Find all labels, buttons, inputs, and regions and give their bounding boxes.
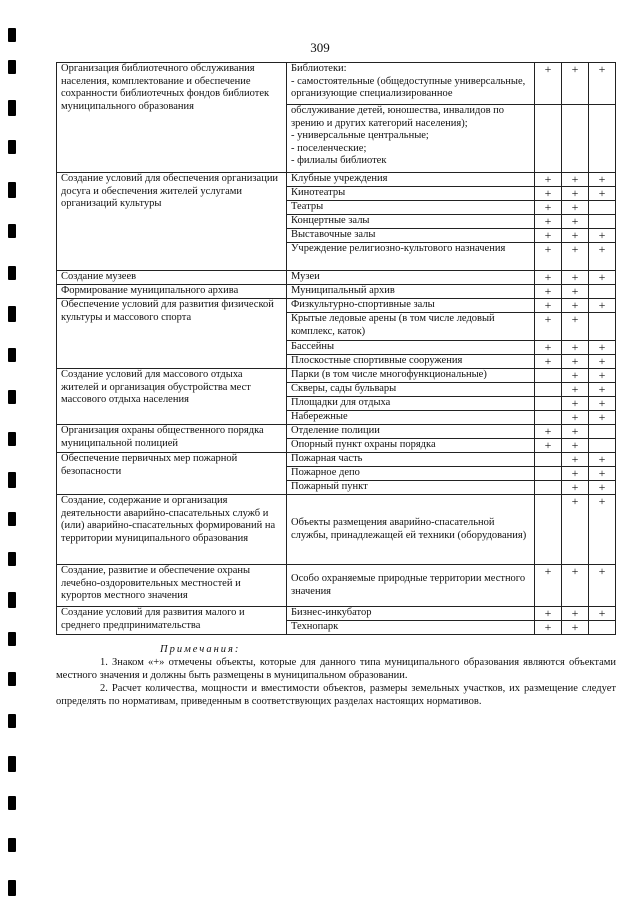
table-row [57,607,616,621]
table-row [57,299,616,313]
object-cell: Театры [287,201,535,215]
mark-cell: + [562,383,589,397]
function-cell: Создание условий для развития малого и среднего предпринимательства [57,607,287,635]
mark-cell: + [562,397,589,411]
mark-cell [535,453,562,467]
mark-cell: + [535,229,562,243]
object-cell: Отделение полиции [287,425,535,439]
function-cell: Обеспечение первичных мер пожарной безопасности [57,453,287,495]
mark-cell: + [589,369,616,383]
mark-cell: + [562,425,589,439]
mark-cell: + [535,341,562,355]
mark-cell: + [589,243,616,271]
mark-cell: + [535,201,562,215]
table-row [57,271,616,285]
mark-cell [589,201,616,215]
notes-section [56,643,616,708]
note-1: 1. Знаком «+» отмечены объекты, которые для данного типа муниципального образования являются объектами местного значения и должны быть размещены в муниципальном образовании. [56,657,616,681]
mark-cell: + [562,453,589,467]
table-row [57,565,616,607]
mark-cell: + [562,607,589,621]
mark-cell: + [589,397,616,411]
mark-cell: + [562,369,589,383]
object-cell: Площадки для отдыха [287,397,535,411]
object-cell: Бизнес-инкубатор [287,607,535,621]
function-cell: Создание условий для обеспечения организации досуга и обеспечения жителей услугами организаций культуры [57,173,287,271]
mark-cell: + [562,481,589,495]
object-cell: Набережные [287,411,535,425]
mark-cell [589,215,616,229]
object-cell: Опорный пункт охраны порядка [287,439,535,453]
mark-cell: + [562,201,589,215]
mark-cell [589,425,616,439]
object-cell: Крытые ледовые арены (в том числе ледовый комплекс, каток) [287,313,535,341]
table-row [57,495,616,565]
notes-title: Примечания: [160,644,241,655]
mark-cell: + [589,187,616,201]
mark-cell: + [562,63,589,105]
mark-cell [535,467,562,481]
mark-cell [589,285,616,299]
mark-cell [589,439,616,453]
object-cell: Физкультурно-спортивные залы [287,299,535,313]
mark-cell: + [535,565,562,607]
mark-cell: + [535,313,562,341]
mark-cell: + [535,63,562,105]
mark-cell: + [562,341,589,355]
mark-cell [589,105,616,173]
mark-cell: + [562,285,589,299]
mark-cell: + [535,215,562,229]
mark-cell: + [589,299,616,313]
object-cell: Пожарный пункт [287,481,535,495]
table-row [57,285,616,299]
mark-cell: + [535,243,562,271]
mark-cell: + [562,271,589,285]
mark-cell: + [589,229,616,243]
object-cell: Пожарное депо [287,467,535,481]
function-cell: Создание музеев [57,271,287,285]
mark-cell [589,621,616,635]
mark-cell: + [589,63,616,105]
table-row [57,63,616,105]
mark-cell: + [535,621,562,635]
table-row [57,173,616,187]
mark-cell: + [589,467,616,481]
object-cell: Объекты размещения аварийно-спасательной службы, принадлежащей ей техники (оборудования) [287,495,535,565]
table-row [57,425,616,439]
object-cell: Учреждение религиозно-культового назначения [287,243,535,271]
function-cell: Формирование муниципального архива [57,285,287,299]
table-row [57,453,616,467]
mark-cell: + [562,229,589,243]
mark-cell: + [562,621,589,635]
mark-cell: + [562,173,589,187]
object-cell: Кинотеатры [287,187,535,201]
object-cell: Библиотеки: - самостоятельные (общедоступные универсальные, организующие специализированное [287,63,535,105]
mark-cell: + [535,187,562,201]
mark-cell: + [589,173,616,187]
mark-cell: + [589,481,616,495]
mark-cell: + [562,411,589,425]
mark-cell: + [589,495,616,565]
mark-cell [535,495,562,565]
mark-cell: + [562,439,589,453]
function-cell: Создание, развитие и обеспечение охраны лечебно-оздоровительных местностей и курортов местного значения [57,565,287,607]
mark-cell: + [535,285,562,299]
object-cell: Плоскостные спортивные сооружения [287,355,535,369]
mark-cell: + [589,411,616,425]
mark-cell: + [535,299,562,313]
function-cell: Организация библиотечного обслуживания населения, комплектование и обеспечение сохранности библиотечных фондов библиотек муниципального образования [57,63,287,173]
object-cell: Технопарк [287,621,535,635]
mark-cell: + [562,355,589,369]
function-cell: Создание, содержание и организация деятельности аварийно-спасательных служб и (или) аварийно-спасательных формирований на территории муниципального образования [57,495,287,565]
mark-cell: + [589,607,616,621]
mark-cell: + [562,215,589,229]
mark-cell [535,105,562,173]
mark-cell: + [535,425,562,439]
function-cell: Создание условий для массового отдыха жителей и организация обустройства мест массового отдыха населения [57,369,287,425]
binding-edge [8,0,17,905]
object-cell: Муниципальный архив [287,285,535,299]
mark-cell: + [589,341,616,355]
mark-cell: + [562,299,589,313]
object-cell: Бассейны [287,341,535,355]
mark-cell: + [562,495,589,565]
object-cell: обслуживание детей, юношества, инвалидов по зрению и других категорий населения); - универсальные центральные; - поселенческие; - филиалы библиотек [287,105,535,173]
mark-cell: + [562,187,589,201]
object-cell: Музеи [287,271,535,285]
object-cell: Клубные учреждения [287,173,535,187]
mark-cell: + [562,565,589,607]
object-cell: Пожарная часть [287,453,535,467]
mark-cell: + [562,313,589,341]
objects-table [56,62,616,635]
page-number: 309 [310,40,330,55]
mark-cell [589,313,616,341]
mark-cell: + [562,243,589,271]
object-cell: Концертные залы [287,215,535,229]
function-cell: Обеспечение условий для развития физической культуры и массового спорта [57,299,287,369]
note-2: 2. Расчет количества, мощности и вместимости объектов, размеры земельных участков, их размещение следует определять по нормативам, приведенным в соответствующих разделах настоящих нормативов. [56,683,616,707]
mark-cell [535,397,562,411]
mark-cell: + [589,383,616,397]
object-cell: Выставочные залы [287,229,535,243]
mark-cell: + [589,453,616,467]
function-cell: Организация охраны общественного порядка муниципальной полицией [57,425,287,453]
object-cell: Скверы, сады бульвары [287,383,535,397]
mark-cell: + [535,607,562,621]
mark-cell [562,105,589,173]
table-row [57,369,616,383]
mark-cell [535,411,562,425]
object-cell: Особо охраняемые природные территории местного значения [287,565,535,607]
mark-cell [535,369,562,383]
object-cell: Парки (в том числе многофункциональные) [287,369,535,383]
mark-cell: + [562,467,589,481]
mark-cell: + [535,271,562,285]
mark-cell: + [589,355,616,369]
mark-cell [535,481,562,495]
mark-cell: + [589,565,616,607]
mark-cell: + [535,439,562,453]
mark-cell: + [535,173,562,187]
mark-cell: + [589,271,616,285]
mark-cell: + [535,355,562,369]
mark-cell [535,383,562,397]
